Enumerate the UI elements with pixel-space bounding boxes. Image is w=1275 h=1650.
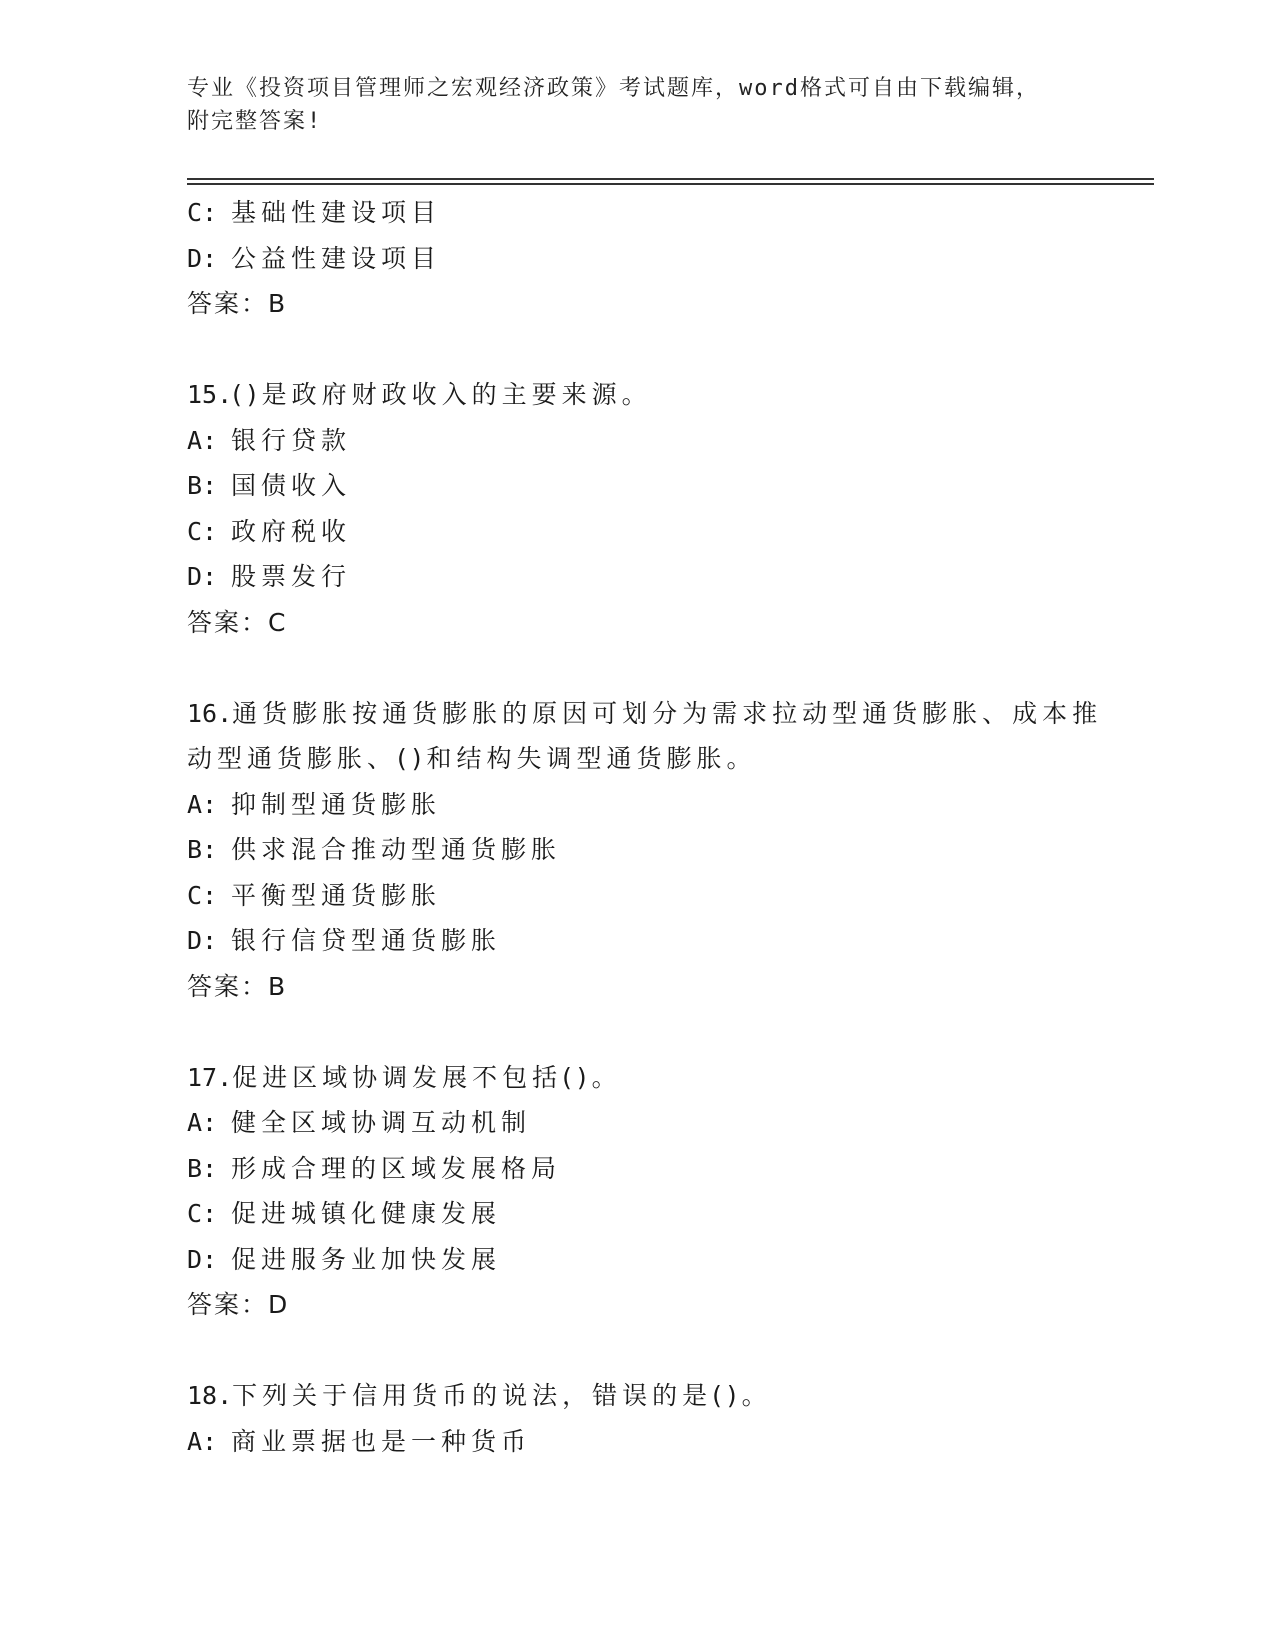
option-text: 健全区域协调互动机制 bbox=[231, 1108, 532, 1137]
option-letter: B: bbox=[187, 471, 218, 500]
option-letter: A: bbox=[187, 789, 218, 819]
answer-line: 答案：B bbox=[187, 289, 288, 318]
option-line bbox=[187, 190, 1117, 236]
option-letter: C: bbox=[187, 1199, 218, 1228]
option-text: 政府税收 bbox=[231, 516, 352, 546]
question-text: ()是政府财政收入的主要来源。 bbox=[232, 380, 652, 409]
option-text: 形成合理的区域发展格局 bbox=[231, 1153, 562, 1183]
question-line bbox=[187, 372, 1117, 418]
option-text: 银行信贷型通货膨胀 bbox=[231, 926, 502, 955]
option-letter: D: bbox=[187, 562, 218, 591]
option-letter: A: bbox=[187, 1426, 218, 1456]
question-number: 15. bbox=[187, 380, 233, 409]
header-rule-bottom bbox=[187, 183, 1154, 185]
question-line bbox=[187, 691, 1117, 737]
header-line-2: 附完整答案! bbox=[187, 109, 323, 134]
answer-line: 答案：B bbox=[187, 971, 288, 1001]
option-text: 基础性建设项目 bbox=[231, 198, 442, 227]
option-letter: A: bbox=[187, 1108, 218, 1137]
option-letter: C: bbox=[187, 880, 218, 910]
question-number: 18. bbox=[187, 1381, 233, 1410]
header-line-1: 专业《投资项目管理师之宏观经济政策》考试题库，word格式可自由下载编辑， bbox=[187, 76, 1040, 101]
option-text: 供求混合推动型通货膨胀 bbox=[231, 835, 562, 864]
document-header bbox=[187, 72, 1087, 138]
question-text: 下列关于信用货币的说法，错误的是()。 bbox=[232, 1381, 772, 1410]
option-line bbox=[187, 1191, 1117, 1237]
option-letter: B: bbox=[187, 835, 218, 864]
question-number: 16. bbox=[187, 698, 233, 728]
option-line bbox=[187, 827, 1117, 873]
option-letter: A: bbox=[187, 425, 218, 455]
option-letter: D: bbox=[187, 243, 218, 273]
option-text: 公益性建设项目 bbox=[231, 243, 442, 273]
option-line bbox=[187, 1419, 1117, 1465]
option-text: 国债收入 bbox=[231, 471, 352, 500]
option-text: 平衡型通货膨胀 bbox=[231, 880, 442, 910]
option-line bbox=[187, 1146, 1117, 1192]
option-letter: B: bbox=[187, 1153, 218, 1183]
header-rule-top bbox=[187, 178, 1154, 180]
option-letter: D: bbox=[187, 1244, 218, 1274]
question-text: 通货膨胀按通货膨胀的原因可划分为需求拉动型通货膨胀、成本推 bbox=[232, 698, 1103, 728]
option-text: 促进服务业加快发展 bbox=[231, 1244, 502, 1274]
option-line bbox=[187, 463, 1117, 509]
answer-line: 答案：C bbox=[187, 607, 288, 637]
question-list bbox=[187, 190, 1117, 1464]
option-line bbox=[187, 1237, 1117, 1283]
option-line bbox=[187, 509, 1117, 555]
option-line bbox=[187, 782, 1117, 828]
option-line bbox=[187, 1100, 1117, 1146]
question-number: 17. bbox=[187, 1062, 233, 1092]
answer-line: 答案：D bbox=[187, 1290, 290, 1319]
question-line bbox=[187, 1055, 1117, 1101]
option-text: 抑制型通货膨胀 bbox=[231, 789, 442, 819]
option-line bbox=[187, 236, 1117, 282]
question-text: 促进区域协调发展不包括()。 bbox=[232, 1062, 622, 1092]
option-text: 促进城镇化健康发展 bbox=[231, 1199, 502, 1228]
option-letter: C: bbox=[187, 198, 218, 227]
option-letter: C: bbox=[187, 516, 218, 546]
option-letter: D: bbox=[187, 926, 218, 955]
option-line bbox=[187, 873, 1117, 919]
question-line-continued: 动型通货膨胀、()和结构失调型通货膨胀。 bbox=[187, 744, 757, 773]
option-line bbox=[187, 554, 1117, 600]
option-text: 股票发行 bbox=[231, 562, 352, 591]
question-line bbox=[187, 1373, 1117, 1419]
option-text: 银行贷款 bbox=[231, 425, 352, 455]
option-text: 商业票据也是一种货币 bbox=[231, 1426, 532, 1456]
option-line bbox=[187, 918, 1117, 964]
option-line bbox=[187, 418, 1117, 464]
